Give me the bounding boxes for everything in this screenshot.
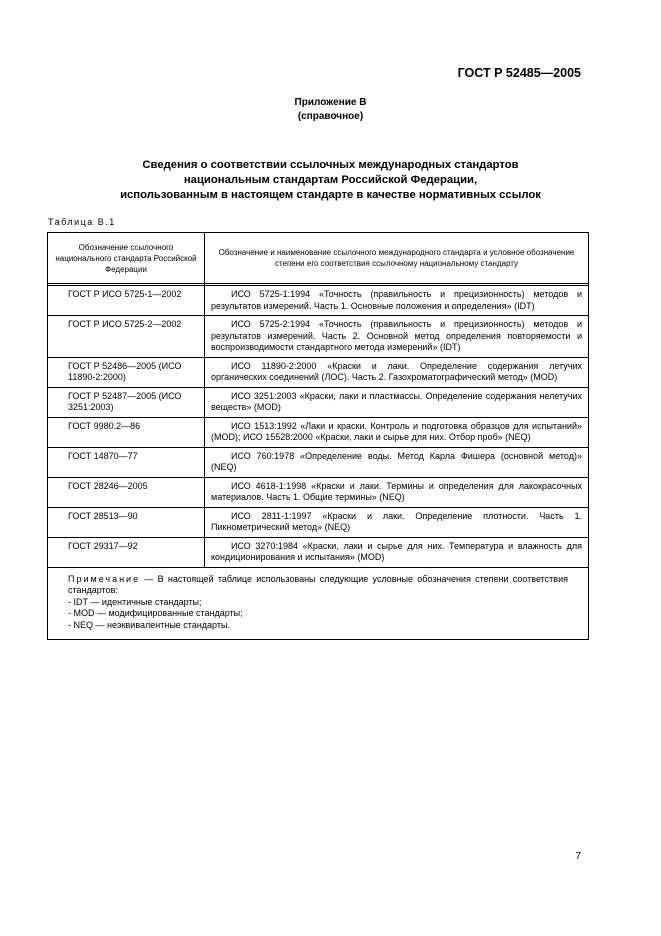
- table-row: [48, 507, 589, 537]
- table-note-row: [48, 567, 589, 640]
- table-row: [48, 417, 589, 447]
- note-item: - MOD — модифицированные стандарты;: [68, 608, 243, 618]
- appendix-label: Приложение В: [294, 97, 367, 108]
- international-standard: ИСО 5725-1:1994 «Точность (правильность и прецизионность) методов и результатов измерений. Часть 1. Основные положения и определения» (IDT): [205, 286, 589, 316]
- international-standard: ИСО 760:1978 «Определение воды. Метод Карла Фишера (основной метод)» (NEQ): [205, 447, 589, 477]
- national-standard: ГОСТ 9980.2—86: [48, 417, 205, 447]
- international-standard: ИСО 5725-2:1994 «Точность (правильность и прецизионность) методов и результатов измерений. Часть 2. Основной метод определения повторяемости и воспроизводимости стандартного метода измерений» (IDT): [205, 316, 589, 358]
- page-title: [40, 158, 621, 203]
- document-code: ГОСТ Р 52485—2005: [457, 66, 581, 80]
- table-row: [48, 357, 589, 387]
- national-standard: ГОСТ 28246—2005: [48, 477, 205, 507]
- national-standard: ГОСТ Р 52487—2005 (ИСО 3251:2003): [48, 387, 205, 417]
- table-row: [48, 447, 589, 477]
- national-standard: ГОСТ Р ИСО 5725-2—2002: [48, 316, 205, 358]
- table-row: [48, 316, 589, 358]
- national-standard: ГОСТ 14870—77: [48, 447, 205, 477]
- table-label: Таблица В.1: [48, 217, 116, 227]
- note-item: - IDT — идентичные стандарты;: [68, 596, 202, 607]
- note-label: Примечание: [68, 573, 141, 584]
- national-standard: ГОСТ Р ИСО 5725-1—2002: [48, 286, 205, 316]
- international-standard: ИСО 1513:1992 «Лаки и краски. Контроль и подготовка образцов для испытаний» (MOD); ИСО 15528:2000 «Краски, лаки и сырье для них. Отбор проб» (NEQ): [205, 417, 589, 447]
- reference-table: [47, 232, 589, 640]
- table-note: [48, 567, 589, 640]
- note-head: [68, 574, 568, 597]
- note-item: - NEQ — неэквивалентные стандарты.: [68, 619, 230, 630]
- appendix-heading: [0, 96, 661, 124]
- international-standard: ИСО 3270:1984 «Краски, лаки и сырье для них. Температура и влажность для кондиционирования и испытания» (MOD): [205, 537, 589, 567]
- col-international-standard-header: Обозначение и наименование ссылочного международного стандарта и условное обозначение степени его соответствия ссылочному национальному стандарту: [205, 233, 589, 284]
- table-row: [48, 537, 589, 567]
- international-standard: ИСО 11890-2:2000 «Краски и лаки. Определение содержания летучих органических соединений (ЛОС). Часть 2. Газохроматографический метод» (MOD): [205, 357, 589, 387]
- col-national-standard-header: Обозначение ссылочного национального стандарта Российской Федерации: [48, 233, 205, 284]
- appendix-kind: (справочное): [297, 111, 364, 122]
- national-standard: ГОСТ Р 52486—2005 (ИСО 11890-2:2000): [48, 357, 205, 387]
- international-standard: ИСО 4618-1:1998 «Краски и лаки. Термины и определения для лакокрасочных материалов. Часть 1. Общие термины» (NEQ): [205, 477, 589, 507]
- title-line-1: Сведения о соответствии ссылочных международных стандартов: [142, 159, 519, 171]
- note-list: [68, 597, 568, 632]
- title-line-2: национальным стандартам Российской Федерации,: [183, 174, 478, 186]
- page-number: 7: [575, 851, 581, 862]
- table-row: [48, 477, 589, 507]
- national-standard: ГОСТ 28513—90: [48, 507, 205, 537]
- title-line-3: использованным в настоящем стандарте в качестве нормативных ссылок: [120, 189, 541, 201]
- national-standard: ГОСТ 29317—92: [48, 537, 205, 567]
- note-text: — В настоящей таблице использованы следующие условные обозначения степени соответствия стандартов:: [68, 573, 568, 595]
- international-standard: ИСО 3251:2003 «Краски, лаки и пластмассы. Определение содержания нелетучих веществ» (MOD): [205, 387, 589, 417]
- table-row: [48, 286, 589, 316]
- table-header-row: [48, 233, 589, 284]
- table-row: [48, 387, 589, 417]
- international-standard: ИСО 2811-1:1997 «Краски и лаки. Определение плотности. Часть 1. Пикнометрический метод» (NEQ): [205, 507, 589, 537]
